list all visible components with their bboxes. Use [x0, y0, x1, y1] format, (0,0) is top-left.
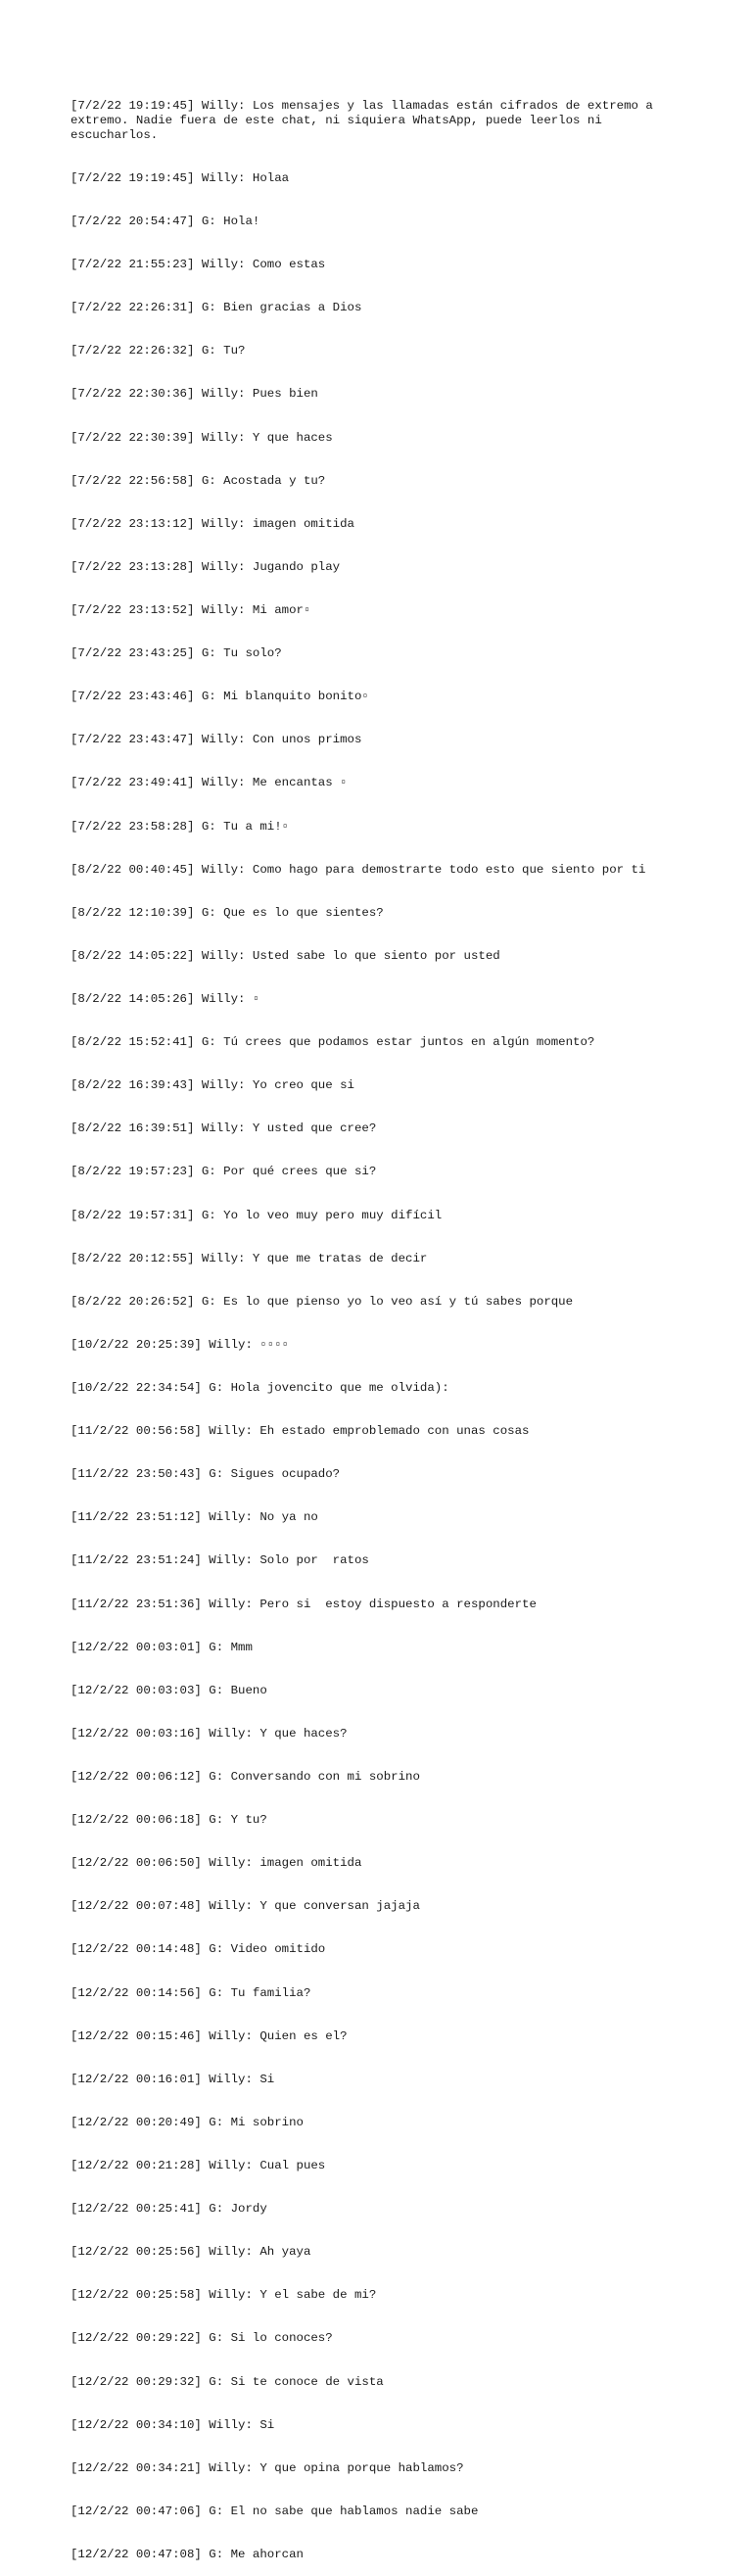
chat-line: [7/2/22 23:49:41] Willy: Me encantas ▫	[70, 776, 348, 790]
chat-line: [12/2/22 00:07:48] Willy: Y que conversan jajaja	[70, 1899, 420, 1914]
chat-line: [7/2/22 23:13:12] Willy: imagen omitida	[70, 516, 354, 531]
chat-line: [12/2/22 00:14:48] G: Video omitido	[70, 1942, 326, 1957]
chat-line: [8/2/22 19:57:31] G: Yo lo veo muy pero muy difícil	[70, 1208, 443, 1222]
chat-line: [7/2/22 23:43:46] G: Mi blanquito bonito▫	[70, 690, 369, 704]
chat-line: [12/2/22 00:25:41] G: Jordy	[70, 2202, 267, 2217]
chat-line: [12/2/22 00:34:21] Willy: Y que opina porque hablamos?	[70, 2460, 464, 2475]
chat-line: [12/2/22 00:15:46] Willy: Quien es el?	[70, 2028, 348, 2043]
chat-line: [12/2/22 00:03:01] G: Mmm	[70, 1640, 253, 1654]
chat-line: [8/2/22 12:10:39] G: Que es lo que sientes?	[70, 905, 384, 920]
chat-line: [8/2/22 14:05:26] Willy: ▫	[70, 992, 260, 1006]
chat-line: [11/2/22 23:50:43] G: Sigues ocupado?	[70, 1467, 341, 1482]
chat-line: [7/2/22 23:13:52] Willy: Mi amor▫	[70, 603, 311, 618]
chat-line: [7/2/22 23:43:47] Willy: Con unos primos	[70, 733, 362, 747]
chat-line: [8/2/22 20:26:52] G: Es lo que pienso yo lo veo así y tú sabes porque	[70, 1294, 574, 1309]
chat-line: [12/2/22 00:34:10] Willy: Si	[70, 2417, 275, 2432]
chat-line: [7/2/22 22:30:36] Willy: Pues bien	[70, 387, 318, 402]
chat-line: [12/2/22 00:47:06] G: El no sabe que hablamos nadie sabe	[70, 2504, 479, 2518]
chat-line: [7/2/22 19:19:45] Willy: Holaa	[70, 170, 290, 185]
chat-line: [8/2/22 15:52:41] G: Tú crees que podamos estar juntos en algún momento?	[70, 1035, 595, 1050]
chat-line: [10/2/22 22:34:54] G: Hola jovencito que me olvida):	[70, 1380, 449, 1395]
chat-line: [7/2/22 23:13:28] Willy: Jugando play	[70, 559, 341, 574]
chat-line: [12/2/22 00:06:12] G: Conversando con mi sobrino	[70, 1769, 420, 1784]
chat-line: [12/2/22 00:06:18] G: Y tu?	[70, 1813, 267, 1828]
chat-line: [8/2/22 14:05:22] Willy: Usted sabe lo que siento por usted	[70, 948, 500, 963]
chat-line: [11/2/22 23:51:36] Willy: Pero si estoy dispuesto a responderte	[70, 1597, 537, 1611]
chat-line: [8/2/22 00:40:45] Willy: Como hago para demostrarte todo esto que siento por ti	[70, 862, 646, 877]
chat-log-document	[70, 71, 678, 2576]
chat-line: [12/2/22 00:29:22] G: Si lo conoces?	[70, 2331, 333, 2346]
chat-line: [7/2/22 22:30:39] Willy: Y que haces	[70, 430, 333, 445]
chat-line: [12/2/22 00:25:58] Willy: Y el sabe de mi?	[70, 2288, 377, 2303]
chat-line: [11/2/22 23:51:24] Willy: Solo por ratos	[70, 1553, 369, 1568]
chat-line: [7/2/22 22:56:58] G: Acostada y tu?	[70, 473, 326, 488]
chat-line: [12/2/22 00:25:56] Willy: Ah yaya	[70, 2245, 311, 2260]
chat-line: [7/2/22 20:54:47] G: Hola!	[70, 215, 260, 229]
chat-line: [7/2/22 19:19:45] Willy: Los mensajes y las llamadas están cifrados de extremo a extremo. Nadie fuera de este chat, ni siquiera WhatsApp, puede leerlos ni escucharlos.	[70, 99, 661, 142]
chat-line: [11/2/22 23:51:12] Willy: No ya no	[70, 1510, 318, 1525]
chat-line: [7/2/22 23:43:25] G: Tu solo?	[70, 646, 282, 661]
chat-line: [12/2/22 00:47:08] G: Me ahorcan	[70, 2547, 304, 2561]
chat-line: [7/2/22 22:26:31] G: Bien gracias a Dios	[70, 301, 362, 315]
chat-line: [12/2/22 00:16:01] Willy: Si	[70, 2072, 275, 2086]
chat-line: [8/2/22 19:57:23] G: Por qué crees que si?	[70, 1165, 377, 1179]
chat-line: [7/2/22 21:55:23] Willy: Como estas	[70, 258, 326, 272]
chat-line: [12/2/22 00:20:49] G: Mi sobrino	[70, 2115, 304, 2129]
chat-line: [10/2/22 20:25:39] Willy: ▫▫▫▫	[70, 1337, 290, 1352]
chat-line: [11/2/22 00:56:58] Willy: Eh estado emproblemado con unas cosas	[70, 1424, 530, 1439]
chat-line: [12/2/22 00:03:03] G: Bueno	[70, 1683, 267, 1697]
chat-line: [8/2/22 16:39:43] Willy: Yo creo que si	[70, 1078, 354, 1093]
chat-line: [7/2/22 23:58:28] G: Tu a mi!▫	[70, 819, 290, 834]
chat-line: [8/2/22 20:12:55] Willy: Y que me tratas de decir	[70, 1251, 428, 1265]
chat-line: [12/2/22 00:21:28] Willy: Cual pues	[70, 2158, 326, 2172]
chat-line: [12/2/22 00:06:50] Willy: imagen omitida	[70, 1856, 362, 1871]
chat-line: [12/2/22 00:29:32] G: Si te conoce de vista	[70, 2374, 384, 2389]
chat-line: [7/2/22 22:26:32] G: Tu?	[70, 344, 246, 358]
chat-line: [12/2/22 00:03:16] Willy: Y que haces?	[70, 1726, 348, 1741]
chat-line: [8/2/22 16:39:51] Willy: Y usted que cree?	[70, 1121, 377, 1136]
chat-line: [12/2/22 00:14:56] G: Tu familia?	[70, 1985, 311, 2000]
